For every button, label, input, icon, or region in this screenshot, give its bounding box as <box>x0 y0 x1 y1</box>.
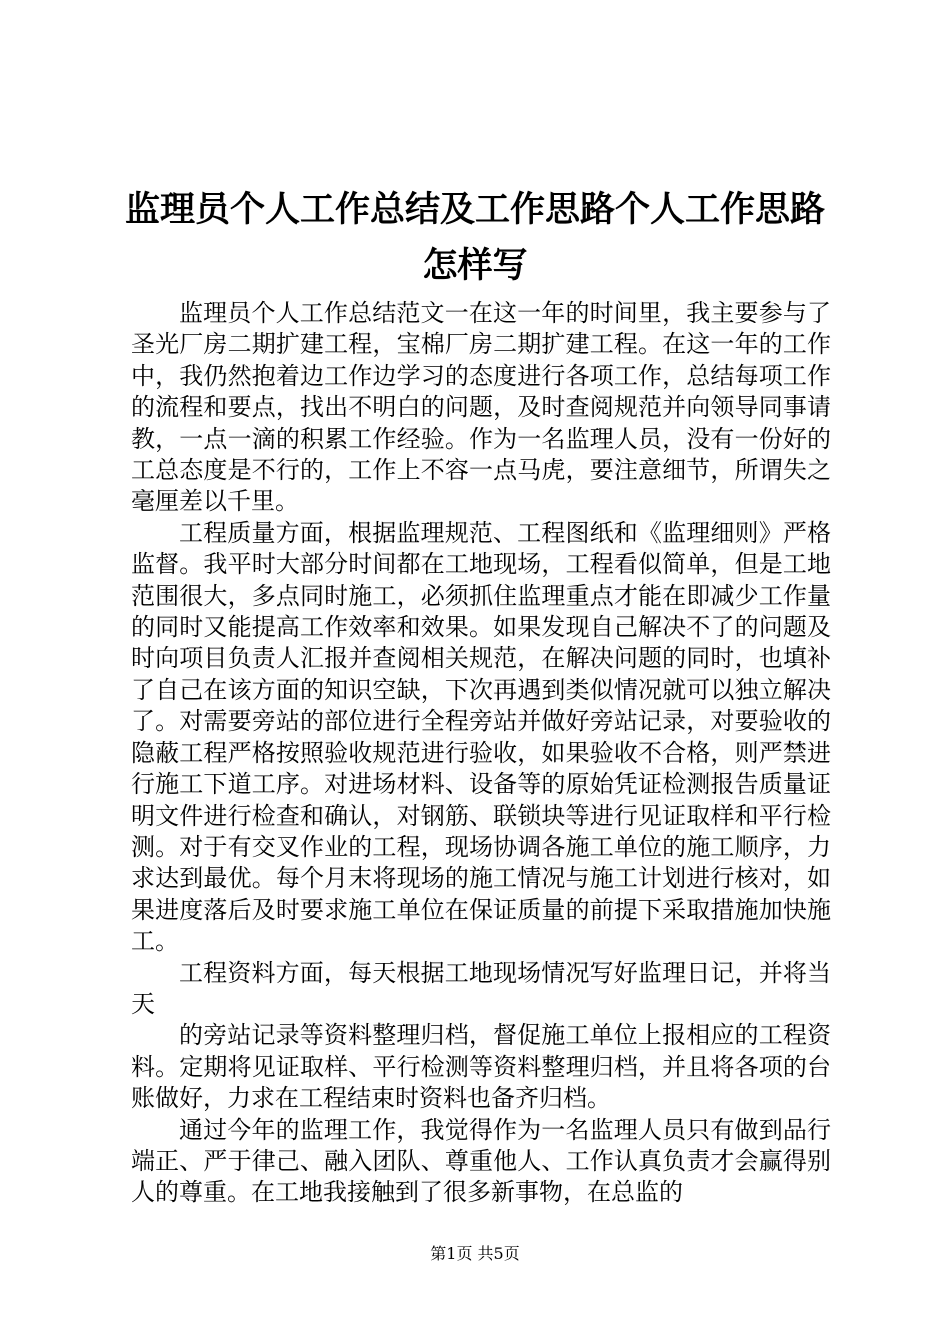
document-body <box>131 298 831 1209</box>
paragraph-1: 监理员个人工作总结范文一在这一年的时间里，我主要参与了圣光厂房二期扩建工程，宝棉厂房二期扩建工程。在这一年的工作中，我仍然抱着边工作边学习的态度进行各项工作，总结每项工作的流程和要点，找出不明白的问题，及时查阅规范并向领导同事请教，一点一滴的积累工作经验。作为一名监理人员，没有一份好的工总态度是不行的，工作上不容一点马虎，要注意细节，所谓失之毫厘差以千里。 <box>131 299 831 516</box>
paragraph-3: 工程资料方面，每天根据工地现场情况写好监理日记，并将当天 <box>131 958 831 1018</box>
paragraph-2: 工程质量方面，根据监理规范、工程图纸和《监理细则》严格监督。我平时大部分时间都在工地现场，工程看似简单，但是工地范围很大，多点同时施工，必须抓住监理重点才能在即减少工作量的同时又能提高工作效率和效果。如果发现自己解决不了的问题及时向项目负责人汇报并查阅相关规范，在解决问题的同时，也填补了自己在该方面的知识空缺，下次再遇到类似情况就可以独立解决了。对需要旁站的部位进行全程旁站并做好旁站记录，对要验收的隐蔽工程严格按照验收规范进行验收，如果验收不合格，则严禁进行施工下道工序。对进场材料、设备等的原始凭证检测报告质量证明文件进行检查和确认，对钢筋、联锁块等进行见证取样和平行检测。对于有交叉作业的工程，现场协调各施工单位的施工顺序，力求达到最优。每个月末将现场的施工情况与施工计划进行核对，如果进度落后及时要求施工单位在保证质量的前提下采取措施加快施工。 <box>131 518 831 956</box>
paragraph-5: 通过今年的监理工作，我觉得作为一名监理人员只有做到品行端正、严于律己、融入团队、尊重他人、工作认真负责才会赢得别人的尊重。在工地我接触到了很多新事物，在总监的 <box>131 1115 831 1207</box>
paragraph-4: 的旁站记录等资料整理归档，督促施工单位上报相应的工程资料。定期将见证取样、平行检测等资料整理归档，并且将各项的台账做好，力求在工程结束时资料也备齐归档。 <box>131 1021 831 1113</box>
page-number-footer: 第1页 共5页 <box>430 1244 520 1263</box>
document-title: 监理员个人工作总结及工作思路个人工作思路怎样写 <box>124 189 825 286</box>
